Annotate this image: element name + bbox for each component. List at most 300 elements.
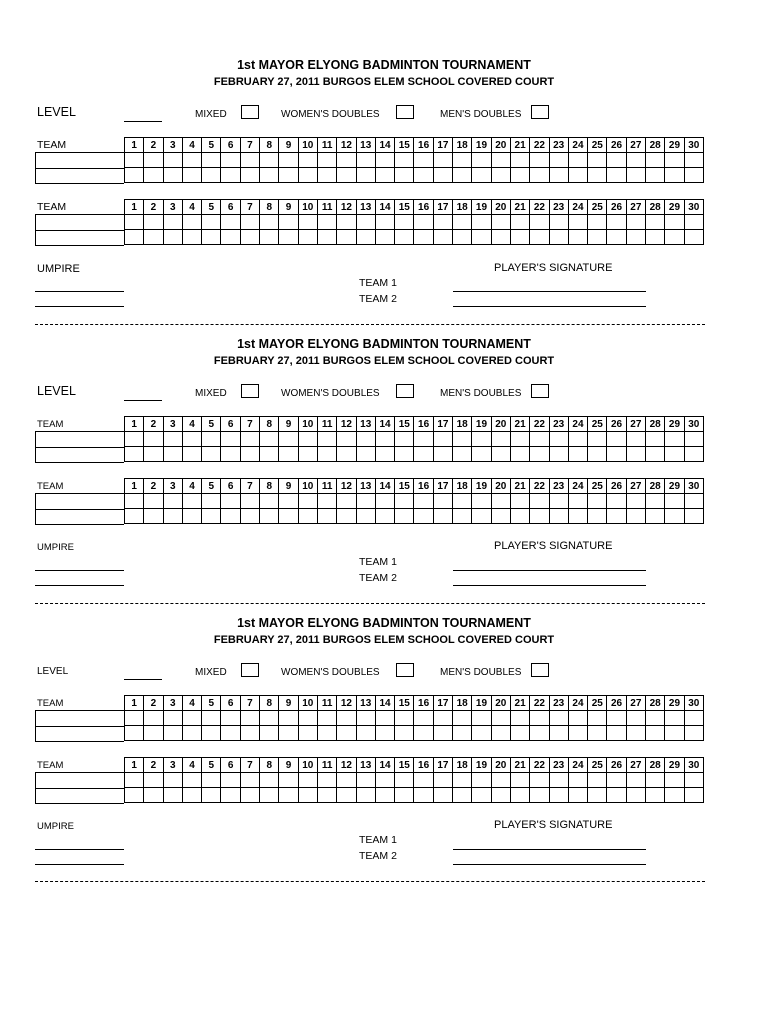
score-cell[interactable] (549, 711, 568, 726)
score-cell[interactable] (317, 447, 336, 462)
score-cell[interactable] (375, 509, 394, 524)
score-cell[interactable] (375, 726, 394, 741)
score-cell[interactable] (549, 447, 568, 462)
score-cell[interactable] (298, 168, 317, 183)
score-cell[interactable] (221, 215, 240, 230)
score-cell[interactable] (472, 773, 491, 788)
score-cell[interactable] (607, 432, 626, 447)
score-cell[interactable] (375, 447, 394, 462)
score-cell[interactable] (395, 447, 414, 462)
score-cell[interactable] (684, 432, 703, 447)
score-cell[interactable] (375, 773, 394, 788)
score-cell[interactable] (260, 726, 279, 741)
score-cell[interactable] (221, 788, 240, 803)
score-cell[interactable] (356, 726, 375, 741)
score-cell[interactable] (317, 509, 336, 524)
score-cell[interactable] (144, 168, 163, 183)
score-cell[interactable] (395, 230, 414, 245)
score-cell[interactable] (337, 215, 356, 230)
score-cell[interactable] (646, 711, 665, 726)
score-cell[interactable] (317, 215, 336, 230)
score-cell[interactable] (182, 509, 201, 524)
score-cell[interactable] (298, 509, 317, 524)
score-cell[interactable] (568, 153, 587, 168)
score-cell[interactable] (530, 168, 549, 183)
score-cell[interactable] (646, 447, 665, 462)
score-cell[interactable] (202, 726, 221, 741)
score-cell[interactable] (549, 788, 568, 803)
score-grid-team-b[interactable] (124, 478, 704, 524)
score-cell[interactable] (453, 711, 472, 726)
score-cell[interactable] (221, 432, 240, 447)
score-cell[interactable] (260, 711, 279, 726)
score-cell[interactable] (260, 773, 279, 788)
score-cell[interactable] (337, 773, 356, 788)
score-cell[interactable] (182, 726, 201, 741)
score-cell[interactable] (182, 711, 201, 726)
score-cell[interactable] (395, 153, 414, 168)
score-cell[interactable] (375, 230, 394, 245)
score-cell[interactable] (163, 711, 182, 726)
score-cell[interactable] (202, 509, 221, 524)
score-cell[interactable] (144, 726, 163, 741)
score-cell[interactable] (202, 494, 221, 509)
score-cell[interactable] (433, 230, 452, 245)
score-cell[interactable] (260, 509, 279, 524)
score-cell[interactable] (472, 153, 491, 168)
score-cell[interactable] (317, 168, 336, 183)
score-cell[interactable] (665, 230, 684, 245)
score-cell[interactable] (510, 447, 529, 462)
score-cell[interactable] (125, 494, 144, 509)
score-cell[interactable] (163, 168, 182, 183)
score-cell[interactable] (337, 153, 356, 168)
umpire-line-1[interactable] (35, 570, 124, 571)
score-cell[interactable] (260, 494, 279, 509)
score-cell[interactable] (182, 788, 201, 803)
score-cell[interactable] (202, 432, 221, 447)
score-cell[interactable] (240, 509, 259, 524)
score-cell[interactable] (182, 153, 201, 168)
score-cell[interactable] (240, 447, 259, 462)
womens-doubles-checkbox[interactable] (396, 384, 414, 398)
score-cell[interactable] (375, 215, 394, 230)
score-cell[interactable] (646, 788, 665, 803)
score-grid-team-a[interactable] (124, 137, 704, 183)
score-cell[interactable] (510, 215, 529, 230)
score-grid-team-b[interactable] (124, 199, 704, 245)
score-cell[interactable] (317, 230, 336, 245)
score-cell[interactable] (684, 726, 703, 741)
score-cell[interactable] (337, 230, 356, 245)
score-cell[interactable] (646, 726, 665, 741)
score-cell[interactable] (646, 230, 665, 245)
score-cell[interactable] (433, 788, 452, 803)
score-cell[interactable] (491, 168, 510, 183)
score-cell[interactable] (317, 494, 336, 509)
score-cell[interactable] (491, 726, 510, 741)
score-cell[interactable] (568, 509, 587, 524)
score-cell[interactable] (665, 153, 684, 168)
score-cell[interactable] (510, 773, 529, 788)
score-cell[interactable] (433, 153, 452, 168)
score-cell[interactable] (472, 447, 491, 462)
score-cell[interactable] (337, 494, 356, 509)
score-cell[interactable] (568, 447, 587, 462)
score-cell[interactable] (337, 509, 356, 524)
score-cell[interactable] (375, 711, 394, 726)
score-cell[interactable] (279, 153, 298, 168)
score-cell[interactable] (530, 153, 549, 168)
score-cell[interactable] (530, 711, 549, 726)
score-cell[interactable] (453, 788, 472, 803)
score-cell[interactable] (279, 509, 298, 524)
score-cell[interactable] (202, 788, 221, 803)
score-cell[interactable] (491, 773, 510, 788)
score-cell[interactable] (125, 432, 144, 447)
score-cell[interactable] (125, 711, 144, 726)
score-cell[interactable] (356, 432, 375, 447)
score-cell[interactable] (433, 215, 452, 230)
score-cell[interactable] (453, 494, 472, 509)
score-cell[interactable] (395, 215, 414, 230)
score-cell[interactable] (375, 168, 394, 183)
score-cell[interactable] (491, 509, 510, 524)
score-cell[interactable] (588, 230, 607, 245)
score-cell[interactable] (414, 168, 433, 183)
score-cell[interactable] (607, 153, 626, 168)
score-cell[interactable] (279, 711, 298, 726)
score-cell[interactable] (414, 432, 433, 447)
score-cell[interactable] (221, 153, 240, 168)
score-cell[interactable] (395, 773, 414, 788)
score-cell[interactable] (568, 230, 587, 245)
score-cell[interactable] (414, 773, 433, 788)
mixed-checkbox[interactable] (241, 663, 259, 677)
score-grid-team-b[interactable] (124, 757, 704, 803)
score-cell[interactable] (510, 726, 529, 741)
score-cell[interactable] (568, 773, 587, 788)
score-cell[interactable] (646, 773, 665, 788)
score-cell[interactable] (607, 230, 626, 245)
score-cell[interactable] (240, 773, 259, 788)
score-cell[interactable] (163, 215, 182, 230)
score-cell[interactable] (588, 494, 607, 509)
score-cell[interactable] (144, 788, 163, 803)
score-cell[interactable] (530, 230, 549, 245)
score-cell[interactable] (395, 432, 414, 447)
score-cell[interactable] (279, 773, 298, 788)
score-cell[interactable] (221, 494, 240, 509)
score-cell[interactable] (182, 168, 201, 183)
score-cell[interactable] (472, 494, 491, 509)
score-cell[interactable] (125, 773, 144, 788)
umpire-line-2[interactable] (35, 585, 124, 586)
score-cell[interactable] (665, 726, 684, 741)
score-cell[interactable] (163, 230, 182, 245)
score-cell[interactable] (202, 215, 221, 230)
score-cell[interactable] (298, 447, 317, 462)
score-cell[interactable] (453, 215, 472, 230)
score-cell[interactable] (240, 230, 259, 245)
score-cell[interactable] (298, 494, 317, 509)
score-cell[interactable] (260, 447, 279, 462)
score-cell[interactable] (453, 432, 472, 447)
score-cell[interactable] (626, 432, 645, 447)
score-cell[interactable] (549, 509, 568, 524)
score-cell[interactable] (298, 215, 317, 230)
score-cell[interactable] (240, 168, 259, 183)
score-cell[interactable] (414, 788, 433, 803)
score-cell[interactable] (221, 509, 240, 524)
score-cell[interactable] (337, 726, 356, 741)
score-cell[interactable] (626, 711, 645, 726)
score-cell[interactable] (279, 215, 298, 230)
score-cell[interactable] (646, 168, 665, 183)
score-cell[interactable] (202, 230, 221, 245)
score-cell[interactable] (163, 788, 182, 803)
score-cell[interactable] (568, 711, 587, 726)
score-cell[interactable] (414, 711, 433, 726)
score-cell[interactable] (414, 509, 433, 524)
score-cell[interactable] (607, 168, 626, 183)
score-cell[interactable] (260, 230, 279, 245)
score-cell[interactable] (163, 773, 182, 788)
score-cell[interactable] (375, 153, 394, 168)
score-cell[interactable] (646, 153, 665, 168)
score-cell[interactable] (626, 494, 645, 509)
score-cell[interactable] (626, 726, 645, 741)
score-grid-team-a[interactable] (124, 695, 704, 741)
score-cell[interactable] (125, 168, 144, 183)
score-cell[interactable] (665, 773, 684, 788)
score-cell[interactable] (530, 773, 549, 788)
score-cell[interactable] (684, 168, 703, 183)
score-cell[interactable] (202, 153, 221, 168)
score-cell[interactable] (665, 788, 684, 803)
score-cell[interactable] (646, 215, 665, 230)
score-cell[interactable] (375, 494, 394, 509)
score-cell[interactable] (414, 215, 433, 230)
score-cell[interactable] (279, 168, 298, 183)
score-cell[interactable] (472, 509, 491, 524)
score-cell[interactable] (588, 168, 607, 183)
score-cell[interactable] (298, 432, 317, 447)
score-cell[interactable] (491, 447, 510, 462)
team1-signature-line[interactable] (453, 849, 646, 850)
score-cell[interactable] (182, 432, 201, 447)
score-cell[interactable] (453, 447, 472, 462)
score-cell[interactable] (260, 168, 279, 183)
score-cell[interactable] (433, 726, 452, 741)
score-cell[interactable] (588, 711, 607, 726)
score-cell[interactable] (125, 215, 144, 230)
score-cell[interactable] (375, 432, 394, 447)
score-cell[interactable] (298, 773, 317, 788)
score-cell[interactable] (163, 447, 182, 462)
score-cell[interactable] (646, 494, 665, 509)
team2-signature-line[interactable] (453, 585, 646, 586)
score-cell[interactable] (607, 494, 626, 509)
score-cell[interactable] (684, 230, 703, 245)
score-cell[interactable] (549, 773, 568, 788)
score-cell[interactable] (395, 726, 414, 741)
score-cell[interactable] (356, 509, 375, 524)
score-cell[interactable] (182, 230, 201, 245)
score-cell[interactable] (549, 215, 568, 230)
score-cell[interactable] (626, 230, 645, 245)
score-cell[interactable] (414, 230, 433, 245)
score-cell[interactable] (395, 509, 414, 524)
score-cell[interactable] (298, 153, 317, 168)
score-cell[interactable] (626, 773, 645, 788)
score-cell[interactable] (665, 447, 684, 462)
score-cell[interactable] (607, 711, 626, 726)
score-cell[interactable] (588, 509, 607, 524)
score-cell[interactable] (568, 494, 587, 509)
score-cell[interactable] (317, 711, 336, 726)
score-cell[interactable] (279, 447, 298, 462)
mens-doubles-checkbox[interactable] (531, 105, 549, 119)
team1-signature-line[interactable] (453, 291, 646, 292)
score-cell[interactable] (684, 494, 703, 509)
score-cell[interactable] (144, 447, 163, 462)
score-cell[interactable] (568, 432, 587, 447)
score-cell[interactable] (240, 494, 259, 509)
score-cell[interactable] (356, 153, 375, 168)
score-cell[interactable] (626, 153, 645, 168)
score-cell[interactable] (337, 168, 356, 183)
score-cell[interactable] (510, 509, 529, 524)
score-cell[interactable] (684, 509, 703, 524)
score-cell[interactable] (588, 153, 607, 168)
score-cell[interactable] (298, 726, 317, 741)
score-cell[interactable] (665, 494, 684, 509)
score-cell[interactable] (646, 432, 665, 447)
mens-doubles-checkbox[interactable] (531, 384, 549, 398)
level-input-line[interactable] (124, 679, 162, 680)
score-cell[interactable] (337, 788, 356, 803)
score-cell[interactable] (202, 773, 221, 788)
score-cell[interactable] (125, 509, 144, 524)
score-cell[interactable] (221, 230, 240, 245)
score-cell[interactable] (125, 230, 144, 245)
womens-doubles-checkbox[interactable] (396, 663, 414, 677)
score-cell[interactable] (568, 788, 587, 803)
score-cell[interactable] (125, 788, 144, 803)
score-cell[interactable] (549, 230, 568, 245)
score-cell[interactable] (260, 432, 279, 447)
score-cell[interactable] (530, 509, 549, 524)
score-cell[interactable] (453, 509, 472, 524)
score-cell[interactable] (375, 788, 394, 803)
score-cell[interactable] (549, 432, 568, 447)
score-cell[interactable] (144, 432, 163, 447)
score-cell[interactable] (395, 168, 414, 183)
score-cell[interactable] (356, 494, 375, 509)
score-cell[interactable] (626, 788, 645, 803)
umpire-line-1[interactable] (35, 849, 124, 850)
score-cell[interactable] (356, 788, 375, 803)
team1-signature-line[interactable] (453, 570, 646, 571)
score-cell[interactable] (684, 788, 703, 803)
score-cell[interactable] (588, 773, 607, 788)
score-cell[interactable] (356, 215, 375, 230)
score-cell[interactable] (472, 788, 491, 803)
score-cell[interactable] (472, 711, 491, 726)
team2-signature-line[interactable] (453, 306, 646, 307)
score-cell[interactable] (510, 711, 529, 726)
score-cell[interactable] (414, 494, 433, 509)
score-cell[interactable] (588, 215, 607, 230)
score-cell[interactable] (337, 432, 356, 447)
score-cell[interactable] (491, 711, 510, 726)
score-cell[interactable] (665, 432, 684, 447)
score-cell[interactable] (182, 494, 201, 509)
score-cell[interactable] (530, 432, 549, 447)
team2-signature-line[interactable] (453, 864, 646, 865)
womens-doubles-checkbox[interactable] (396, 105, 414, 119)
score-cell[interactable] (279, 230, 298, 245)
score-cell[interactable] (510, 432, 529, 447)
score-cell[interactable] (588, 788, 607, 803)
score-cell[interactable] (279, 726, 298, 741)
score-cell[interactable] (665, 168, 684, 183)
score-cell[interactable] (144, 494, 163, 509)
score-cell[interactable] (163, 494, 182, 509)
score-cell[interactable] (395, 788, 414, 803)
score-cell[interactable] (317, 432, 336, 447)
score-cell[interactable] (221, 168, 240, 183)
score-cell[interactable] (433, 494, 452, 509)
score-cell[interactable] (317, 773, 336, 788)
score-cell[interactable] (279, 432, 298, 447)
score-cell[interactable] (317, 726, 336, 741)
score-cell[interactable] (240, 711, 259, 726)
score-cell[interactable] (433, 773, 452, 788)
score-cell[interactable] (530, 215, 549, 230)
score-cell[interactable] (510, 494, 529, 509)
score-cell[interactable] (530, 447, 549, 462)
score-cell[interactable] (279, 788, 298, 803)
score-cell[interactable] (221, 711, 240, 726)
score-cell[interactable] (279, 494, 298, 509)
score-cell[interactable] (202, 711, 221, 726)
score-cell[interactable] (240, 788, 259, 803)
score-cell[interactable] (665, 509, 684, 524)
score-cell[interactable] (125, 447, 144, 462)
score-cell[interactable] (453, 230, 472, 245)
score-cell[interactable] (626, 447, 645, 462)
score-cell[interactable] (607, 509, 626, 524)
score-cell[interactable] (356, 447, 375, 462)
score-cell[interactable] (453, 153, 472, 168)
score-cell[interactable] (626, 168, 645, 183)
score-cell[interactable] (356, 773, 375, 788)
score-cell[interactable] (491, 215, 510, 230)
score-cell[interactable] (317, 153, 336, 168)
umpire-line-2[interactable] (35, 864, 124, 865)
score-cell[interactable] (144, 509, 163, 524)
score-cell[interactable] (144, 711, 163, 726)
score-cell[interactable] (317, 788, 336, 803)
score-cell[interactable] (144, 153, 163, 168)
level-input-line[interactable] (124, 400, 162, 401)
score-cell[interactable] (665, 711, 684, 726)
score-cell[interactable] (337, 711, 356, 726)
score-cell[interactable] (298, 230, 317, 245)
score-cell[interactable] (472, 726, 491, 741)
